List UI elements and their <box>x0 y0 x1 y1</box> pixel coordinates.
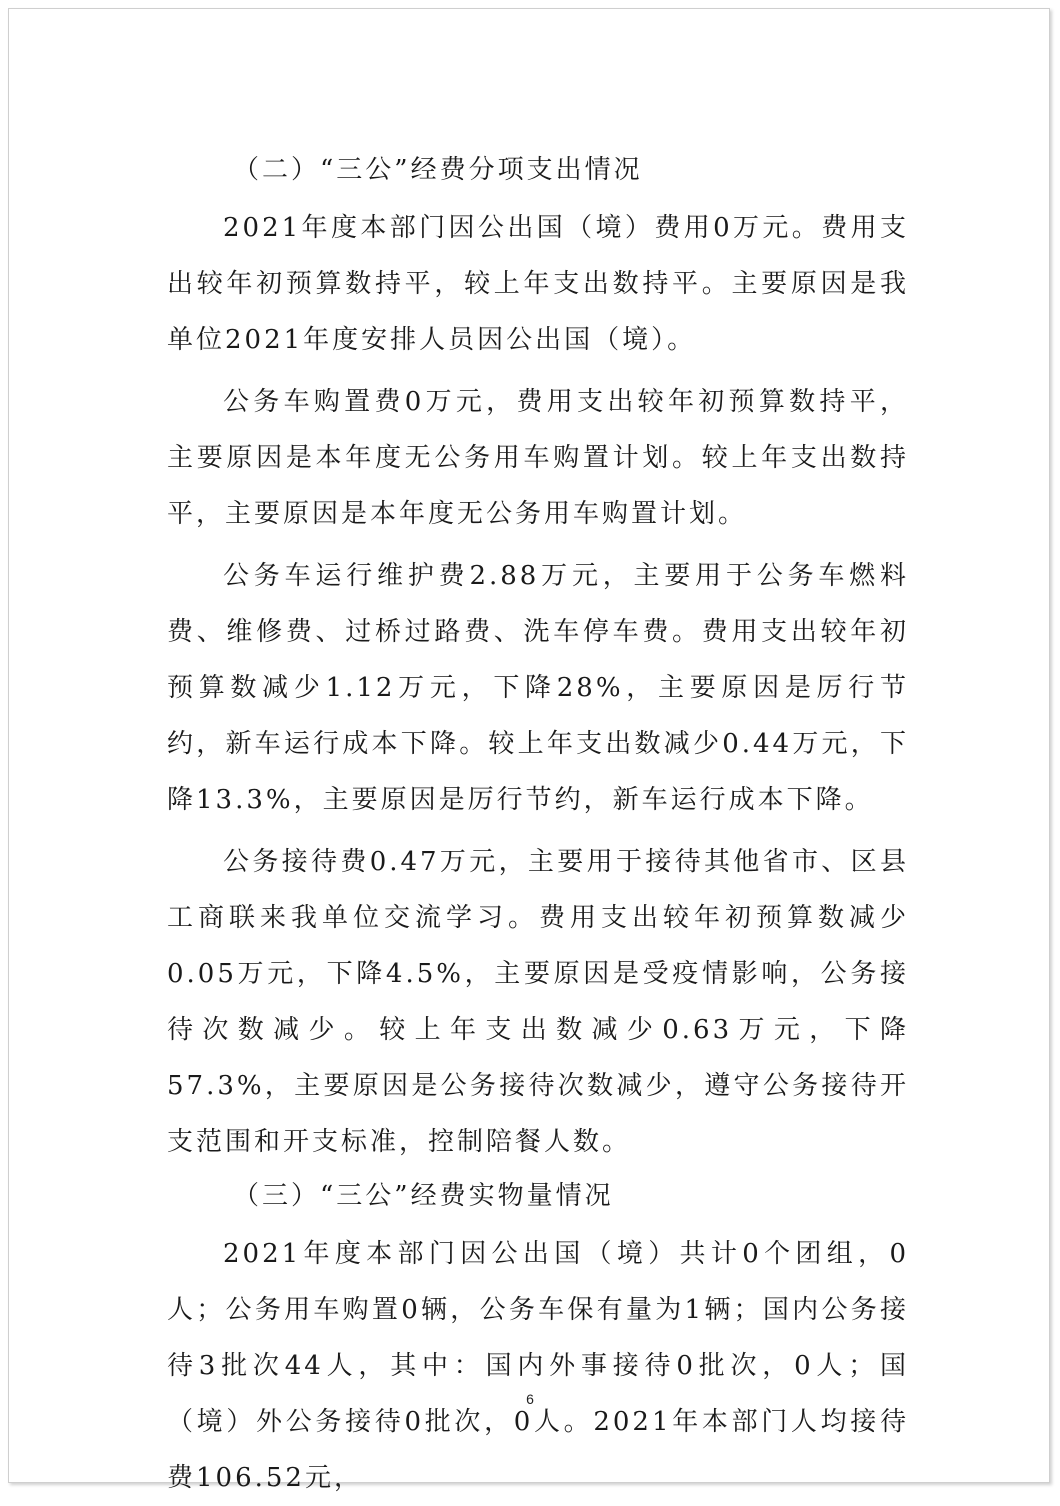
document-page <box>8 8 1050 1493</box>
page-content <box>167 144 909 1506</box>
page-number: 6 <box>526 1391 534 1407</box>
paragraph-official-reception: 公务接待费0.47万元，主要用于接待其他省市、区县工商联来我单位交流学习。费用支出较年初预算数减少0.05万元，下降4.5%，主要原因是受疫情影响，公务接待次数减少。较上年支出数减少0.63万元，下降57.3%，主要原因是公务接待次数减少，遵守公务接待开支范围和开支标准，控制陪餐人数。 <box>167 847 909 1157</box>
paragraph-vehicle-maintenance: 公务车运行维护费2.88万元，主要用于公务车燃料费、维修费、过桥过路费、洗车停车费。费用支出较年初预算数减少1.12万元，下降28%，主要原因是厉行节约，新车运行成本下降。较上年支出数减少0.44万元，下降13.3%，主要原因是厉行节约，新车运行成本下降。 <box>167 561 909 815</box>
section-heading-itemized-expenditure: （二）“三公”经费分项支出情况 <box>233 155 643 185</box>
section-heading-physical-quantity: （三）“三公”经费实物量情况 <box>233 1181 614 1211</box>
paragraph-vehicle-purchase: 公务车购置费0万元，费用支出较年初预算数持平，主要原因是本年度无公务用车购置计划。较上年支出数持平，主要原因是本年度无公务用车购置计划。 <box>167 387 909 529</box>
paragraph-physical-quantity: 2021年度本部门因公出国（境）共计0个团组，0人；公务用车购置0辆，公务车保有量为1辆；国内公务接待3批次44人，其中：国内外事接待0批次，0人；国（境）外公务接待0批次，0人。2021年本部门人均接待费106.52元， <box>167 1239 909 1493</box>
paragraph-overseas-travel: 2021年度本部门因公出国（境）费用0万元。费用支出较年初预算数持平，较上年支出数持平。主要原因是我单位2021年度安排人员因公出国（境）。 <box>167 213 909 355</box>
